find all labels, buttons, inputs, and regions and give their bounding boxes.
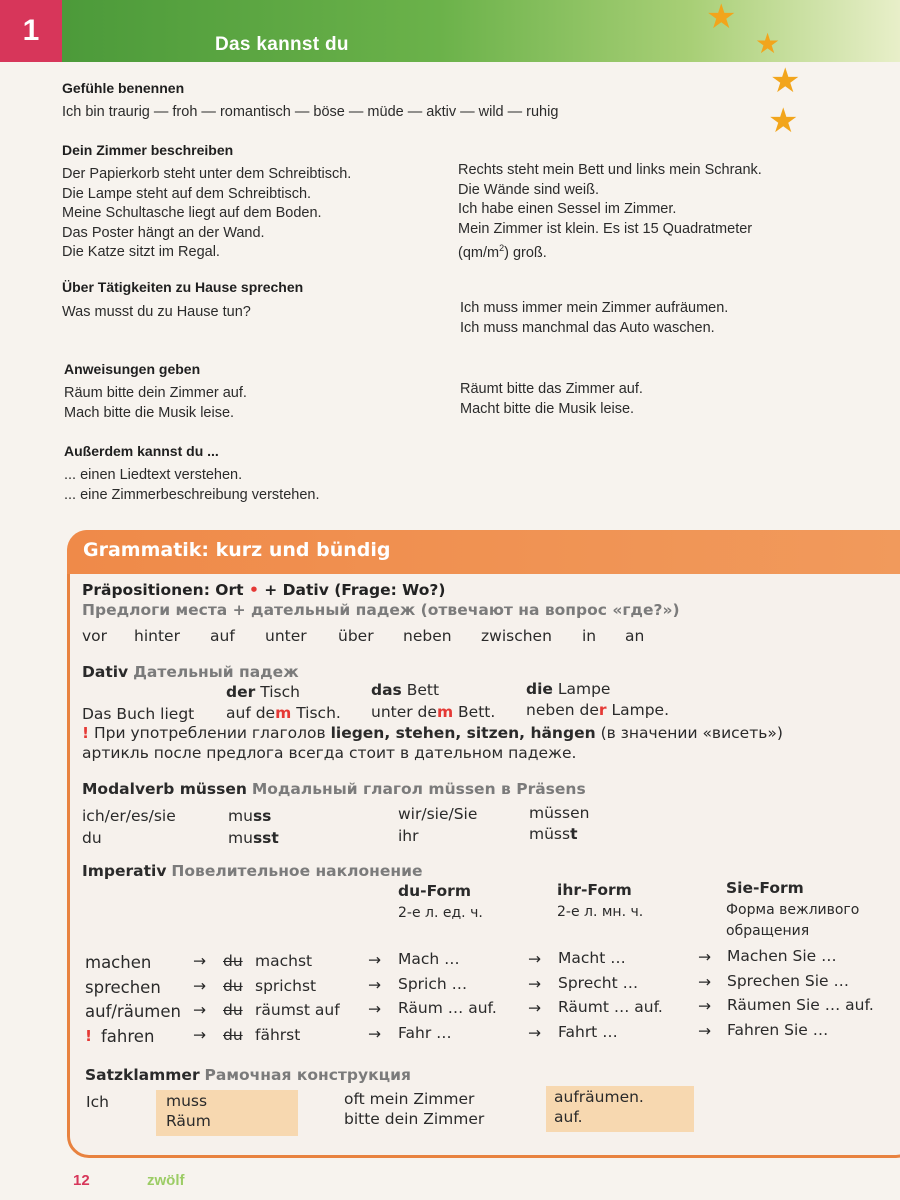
modal-form bbox=[228, 807, 271, 825]
modal-title bbox=[82, 780, 586, 798]
dativ-art3 bbox=[526, 680, 610, 698]
arrow-icon: → bbox=[698, 973, 711, 991]
text-line: Die Wände sind weiß. bbox=[458, 181, 600, 198]
infinitive: fahren bbox=[101, 1027, 155, 1046]
section-title-taetigkeiten: Über Tätigkeiten zu Hause sprechen bbox=[62, 279, 304, 295]
preposition: hinter bbox=[134, 627, 180, 645]
text-fragment: Satzklammer bbox=[85, 1066, 200, 1084]
verbs: liegen, stehen, sitzen, hängen bbox=[330, 724, 596, 742]
arrow-icon: → bbox=[368, 1000, 381, 1018]
text-line: Räum bitte dein Zimmer auf. bbox=[64, 385, 247, 401]
arrow-icon: → bbox=[193, 1001, 206, 1019]
text-fragment: Tisch. bbox=[296, 704, 341, 722]
noun: Tisch bbox=[260, 683, 300, 701]
star-icon: ★ bbox=[755, 28, 781, 59]
col-ihr-sub: 2-е л. мн. ч. bbox=[557, 904, 644, 920]
arrow-icon: → bbox=[698, 948, 711, 966]
modal-pronoun: ihr bbox=[398, 827, 419, 845]
arrow-icon: → bbox=[528, 975, 541, 993]
preposition: an bbox=[625, 627, 645, 645]
preposition: neben bbox=[403, 627, 452, 645]
article: der bbox=[226, 683, 256, 701]
arrow-icon: → bbox=[528, 1024, 541, 1042]
star-icon: ★ bbox=[768, 102, 799, 140]
arrow-icon: → bbox=[528, 950, 541, 968]
text-fragment: neben de bbox=[526, 701, 599, 719]
preposition: auf bbox=[210, 627, 235, 645]
modal-form bbox=[228, 829, 279, 847]
preposition: unter bbox=[265, 627, 307, 645]
text-line: Meine Schultasche liegt auf dem Boden. bbox=[62, 205, 322, 221]
text-line: ... einen Liedtext verstehen. bbox=[64, 467, 243, 483]
praep-ru: Предлоги места + дательный падеж (отвечают на вопрос «где?») bbox=[82, 601, 680, 619]
du-present: räumst auf bbox=[255, 1001, 340, 1019]
satz-verb: muss bbox=[166, 1092, 208, 1110]
du-present: sprichst bbox=[255, 977, 317, 995]
praep-title bbox=[82, 581, 445, 599]
taetigkeiten-answers bbox=[460, 299, 728, 338]
page-number-word: zwölf bbox=[147, 1172, 185, 1189]
text-fragment: Bett. bbox=[458, 703, 496, 721]
text-fragment: При употреблении глаголов bbox=[94, 724, 326, 742]
chapter-number: 1 bbox=[0, 0, 62, 62]
noun: Lampe bbox=[557, 680, 611, 698]
dativ-phrase3 bbox=[526, 701, 669, 719]
taetigkeiten-question: Was musst du zu Hause tun? bbox=[62, 304, 251, 320]
text-fragment: mu bbox=[228, 829, 253, 847]
section-title-zimmer: Dein Zimmer beschreiben bbox=[62, 142, 234, 158]
text-line: Die Lampe steht auf dem Schreibtisch. bbox=[62, 185, 312, 202]
dativ-note-line2: артикль после предлога всегда стоит в дательном падеже. bbox=[82, 744, 577, 762]
arrow-icon: → bbox=[368, 1025, 381, 1043]
text-line: ... eine Zimmerbeschreibung verstehen. bbox=[64, 486, 320, 503]
ausserdem-lines bbox=[64, 466, 320, 505]
text-fragment: Модальный глагол müssen в Präsens bbox=[251, 780, 586, 798]
struck-pronoun: du bbox=[223, 1026, 243, 1044]
infinitive: auf/räumen bbox=[85, 1002, 181, 1021]
col-sie-sub: обращения bbox=[726, 923, 810, 939]
ihr-form-value: Macht … bbox=[558, 949, 626, 967]
ihr-form-value: Sprecht … bbox=[558, 974, 639, 992]
du-form-value: Räum … auf. bbox=[398, 999, 497, 1017]
text-line: Ich habe einen Sessel im Zimmer. bbox=[458, 201, 677, 217]
grammar-title: Grammatik: kurz und bündig bbox=[83, 539, 391, 561]
ending: r bbox=[598, 701, 607, 719]
dativ-art2 bbox=[371, 681, 439, 699]
text-line: Ich muss manchmal das Auto waschen. bbox=[460, 319, 715, 336]
text-line: Rechts steht mein Bett und links mein Schrank. bbox=[458, 162, 762, 178]
du-form-value: Fahr … bbox=[398, 1024, 452, 1042]
text-line: Das Poster hängt an der Wand. bbox=[62, 224, 265, 241]
dativ-note bbox=[82, 724, 783, 742]
text-line: Mein Zimmer ist klein. Es ist 15 Quadratmeter bbox=[458, 220, 753, 237]
modal-pronoun: wir/sie/Sie bbox=[398, 805, 478, 823]
zimmer-right-text bbox=[458, 161, 762, 263]
satz-middle: oft mein Zimmer bbox=[344, 1090, 475, 1108]
imperativ-title bbox=[82, 862, 422, 880]
star-icon: ★ bbox=[706, 0, 737, 36]
arrow-icon: → bbox=[528, 999, 541, 1017]
text-fragment: Präpositionen: Ort bbox=[82, 581, 244, 599]
bullet-icon: • bbox=[248, 581, 259, 599]
sie-form-value: Räumen Sie … auf. bbox=[727, 996, 874, 1014]
anweisungen-right bbox=[460, 380, 643, 419]
text-fragment: auf de bbox=[226, 704, 276, 722]
sie-form-value: Fahren Sie … bbox=[727, 1021, 829, 1039]
zimmer-left-text bbox=[62, 165, 351, 263]
text-fragment: (qm/m bbox=[458, 244, 500, 261]
ihr-form-value: Räumt … auf. bbox=[558, 998, 663, 1016]
section-title-gefuehle: Gefühle benennen bbox=[62, 80, 185, 96]
preposition: vor bbox=[82, 627, 108, 645]
modal-pronoun: ich/er/es/sie bbox=[82, 807, 176, 825]
modal-form bbox=[529, 825, 578, 843]
infinitive: machen bbox=[85, 953, 152, 972]
grammar-box bbox=[67, 530, 900, 1158]
struck-pronoun: du bbox=[223, 952, 243, 970]
arrow-icon: → bbox=[368, 951, 381, 969]
text-line: Mach bitte die Musik leise. bbox=[64, 404, 235, 421]
text-fragment: müss bbox=[529, 825, 571, 843]
text-line: Die Katze sitzt im Regal. bbox=[62, 244, 220, 260]
ihr-form-value: Fahrt … bbox=[558, 1023, 618, 1041]
text-fragment: Повелительное наклонение bbox=[171, 862, 423, 880]
arrow-icon: → bbox=[193, 977, 206, 995]
struck-pronoun: du bbox=[223, 1001, 243, 1019]
ending: m bbox=[436, 703, 454, 721]
text-fragment: Lampe. bbox=[611, 701, 670, 719]
dativ-phrase2 bbox=[371, 703, 495, 721]
arrow-icon: → bbox=[193, 952, 206, 970]
arrow-icon: → bbox=[698, 1022, 711, 1040]
satz-end: aufräumen. bbox=[554, 1088, 644, 1106]
col-du-sub: 2-е л. ед. ч. bbox=[398, 905, 483, 921]
text-fragment: ) groß. bbox=[504, 244, 547, 261]
section-title-anweisungen: Anweisungen geben bbox=[64, 361, 201, 377]
noun: Bett bbox=[406, 681, 440, 699]
text-line: Räumt bitte das Zimmer auf. bbox=[460, 381, 643, 397]
text-fragment: unter de bbox=[371, 703, 437, 721]
exclamation-icon: ! bbox=[82, 724, 90, 742]
du-form-value: Mach … bbox=[398, 950, 460, 968]
exclamation-icon: ! bbox=[85, 1027, 93, 1045]
article: die bbox=[526, 680, 553, 698]
star-icon: ★ bbox=[770, 62, 801, 100]
infinitive: sprechen bbox=[85, 978, 161, 997]
col-du-form: du-Form bbox=[398, 882, 471, 900]
text-fragment: Dativ bbox=[82, 663, 129, 681]
text-fragment: + Dativ (Frage: Wo?) bbox=[264, 581, 446, 599]
modal-pronoun: du bbox=[82, 829, 102, 847]
arrow-icon: → bbox=[698, 997, 711, 1015]
ending: sst bbox=[252, 829, 279, 847]
preposition: in bbox=[582, 627, 597, 645]
col-sie-sub: Форма вежливого bbox=[726, 902, 860, 918]
satz-title bbox=[85, 1066, 411, 1084]
text-fragment: Дательный падеж bbox=[133, 663, 299, 681]
col-ihr-form: ihr-Form bbox=[557, 881, 632, 899]
anweisungen-left bbox=[64, 384, 247, 423]
arrow-icon: → bbox=[368, 976, 381, 994]
dativ-title bbox=[82, 663, 299, 681]
du-present: machst bbox=[255, 952, 313, 970]
col-sie-form: Sie-Form bbox=[726, 879, 804, 897]
satz-middle: bitte dein Zimmer bbox=[344, 1110, 485, 1128]
text-line: Macht bitte die Musik leise. bbox=[460, 400, 635, 417]
superscript: 2 bbox=[499, 243, 505, 253]
text-fragment: Imperativ bbox=[82, 862, 167, 880]
text-line: Der Papierkorb steht unter dem Schreibtisch. bbox=[62, 166, 352, 182]
struck-pronoun: du bbox=[223, 977, 243, 995]
du-form-value: Sprich … bbox=[398, 975, 468, 993]
text-line bbox=[458, 239, 762, 263]
sie-form-value: Sprechen Sie … bbox=[727, 972, 849, 990]
page-number: 12 bbox=[73, 1172, 90, 1189]
arrow-icon: → bbox=[193, 1026, 206, 1044]
gefuehle-line: Ich bin traurig — froh — romantisch — böse — müde — aktiv — wild — ruhig bbox=[62, 104, 559, 120]
dativ-phrase1 bbox=[226, 704, 341, 722]
modal-form: müssen bbox=[529, 804, 590, 822]
chapter-title: Das kannst du bbox=[215, 34, 349, 55]
text-line: Ich muss immer mein Zimmer aufräumen. bbox=[460, 300, 729, 316]
text-fragment: mu bbox=[228, 807, 253, 825]
sie-form-value: Machen Sie … bbox=[727, 947, 837, 965]
dativ-sentence-pre: Das Buch liegt bbox=[82, 705, 195, 723]
text-fragment: (в значении «висеть») bbox=[600, 724, 783, 742]
dativ-art1 bbox=[226, 683, 300, 701]
satz-verb: Räum bbox=[166, 1112, 211, 1130]
grammar-header bbox=[67, 530, 900, 574]
ending: m bbox=[275, 704, 292, 722]
satz-end: auf. bbox=[554, 1108, 583, 1126]
satz-subject: Ich bbox=[86, 1093, 109, 1111]
du-present: fährst bbox=[255, 1026, 301, 1044]
preposition: über bbox=[338, 627, 374, 645]
text-fragment: Рамочная конструкция bbox=[204, 1066, 411, 1084]
text-fragment: Modalverb müssen bbox=[82, 780, 247, 798]
ending: t bbox=[570, 825, 578, 843]
article: das bbox=[371, 681, 402, 699]
ending: ss bbox=[252, 807, 272, 825]
preposition: zwischen bbox=[481, 627, 552, 645]
section-title-ausserdem: Außerdem kannst du ... bbox=[64, 443, 219, 459]
